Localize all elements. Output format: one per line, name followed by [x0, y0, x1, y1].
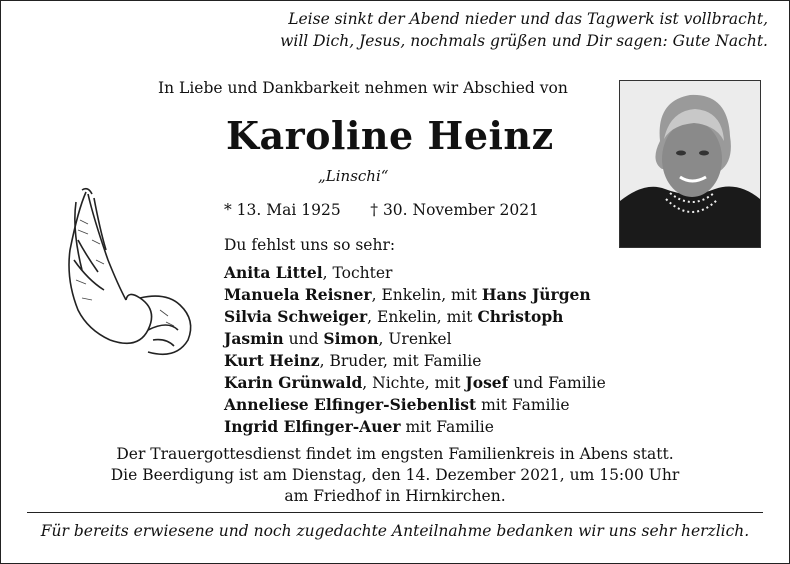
mourner-entry: Karin Grünwald, Nichte, mit Josef und Familie: [224, 373, 606, 392]
thanks-text: Für bereits erwiesene und noch zugedachte Anteilnahme bedanken wir uns sehr herzlich.: [40, 522, 750, 540]
miss-you-text: Du fehlst uns so sehr:: [224, 236, 396, 254]
mourner-entry: Kurt Heinz, Bruder, mit Familie: [224, 351, 482, 370]
intro-text: In Liebe und Dankbarkeit nehmen wir Abschied von: [158, 79, 568, 97]
service-line: Die Beerdigung ist am Dienstag, den 14. Dezember 2021, um 15:00 Uhr: [110, 466, 680, 484]
funeral-service-info: [0, 444, 790, 507]
mourner-entry: Silvia Schweiger, Enkelin, mit Christoph: [224, 307, 564, 326]
deceased-name: Karoline Heinz: [226, 113, 554, 158]
divider: [27, 512, 763, 513]
poem-line: Leise sinkt der Abend nieder und das Tagwerk ist vollbracht,: [288, 10, 768, 28]
mourner-entry: Jasmin und Simon, Urenkel: [224, 329, 452, 348]
life-dates: [224, 201, 539, 219]
praying-hands-icon: [48, 180, 198, 365]
nickname: „Linschi“: [318, 167, 389, 185]
service-line: Der Trauergottesdienst findet im engsten Familienkreis in Abens statt.: [116, 445, 674, 463]
mourner-entry: Manuela Reisner, Enkelin, mit Hans Jürgen: [224, 285, 591, 304]
birth-date: * 13. Mai 1925: [224, 201, 341, 219]
mourner-entry: Anita Littel, Tochter: [224, 263, 393, 282]
poem-line: will Dich, Jesus, nochmals grüßen und Dir sagen: Gute Nacht.: [280, 31, 768, 50]
mourner-entry: Anneliese Elfinger-Siebenlist mit Familie: [224, 395, 570, 414]
death-date: † 30. November 2021: [370, 201, 539, 219]
mourner-entry: Ingrid Elfinger-Auer mit Familie: [224, 417, 494, 436]
poem: [280, 9, 768, 52]
mourners-list: [224, 262, 606, 438]
service-line: am Friedhof in Hirnkirchen.: [284, 487, 506, 505]
portrait-photo: [619, 80, 761, 248]
